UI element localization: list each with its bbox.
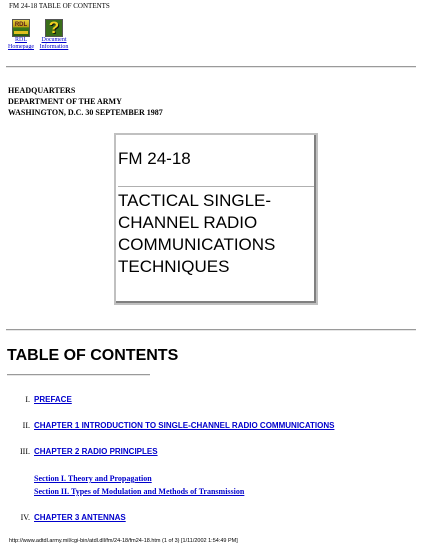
toc-num-2: II. [22,421,30,430]
doc-icon-text: ? [48,19,60,37]
manual-title: TACTICAL SINGLE-CHANNEL RADIO COMMUNICATIONS TECHNIQUES [118,191,276,276]
toc-link-chapter-1[interactable]: CHAPTER 1 INTRODUCTION TO SINGLE-CHANNEL RADIO COMMUNICATIONS [34,421,335,430]
toc-link-chapter-3[interactable]: CHAPTER 3 ANTENNAS [34,513,126,522]
document-information-link[interactable] [38,19,70,51]
rdl-label-line2[interactable]: Homepage [8,44,34,50]
toc-sublink-section-1[interactable]: Section I. Theory and Propagation [34,474,152,483]
hq-line-2: DEPARTMENT OF THE ARMY [8,97,122,106]
toc-link-preface[interactable]: PREFACE [34,395,72,404]
page-header: FM 24-18 TABLE OF CONTENTS [9,2,110,10]
question-mark-icon[interactable] [45,19,63,37]
doc-label-line1[interactable]: Document [41,37,67,43]
toc-heading-rule [7,374,150,376]
manual-number: FM 24-18 [118,149,191,168]
document-information-label[interactable] [38,37,70,51]
headquarters-block [8,85,163,118]
rdl-homepage-link[interactable] [8,19,34,51]
title-box-divider [118,186,314,187]
rdl-homepage-label[interactable] [8,37,34,51]
top-divider [6,66,416,68]
page-footer: http://www.adtdl.army.mil/cgi-bin/atdl.dll/fm/24-18/fm24-18.htm (1 of 3) [1/11/2002 1:54:49 PM] [9,538,238,544]
toc-num-1: I. [25,395,30,404]
middle-divider [6,329,416,331]
rdl-logo-icon[interactable] [12,19,30,37]
toc-heading: TABLE OF CONTENTS [7,347,179,364]
toc-num-4: IV. [20,513,30,522]
rdl-icon-text: RDL [14,22,28,28]
toc-num-3: III. [20,447,30,456]
hq-line-1: HEADQUARTERS [8,86,76,95]
toc-link-chapter-2[interactable]: CHAPTER 2 RADIO PRINCIPLES [34,447,158,456]
nav-icons [8,19,108,59]
doc-label-line2[interactable]: Information [39,44,69,50]
hq-line-3: WASHINGTON, D.C. 30 SEPTEMBER 1987 [8,108,163,117]
rdl-label-line1[interactable]: RDL [15,37,27,43]
title-box [114,133,318,305]
toc-sublink-section-2[interactable]: Section II. Types of Modulation and Methods of Transmission [34,487,245,496]
